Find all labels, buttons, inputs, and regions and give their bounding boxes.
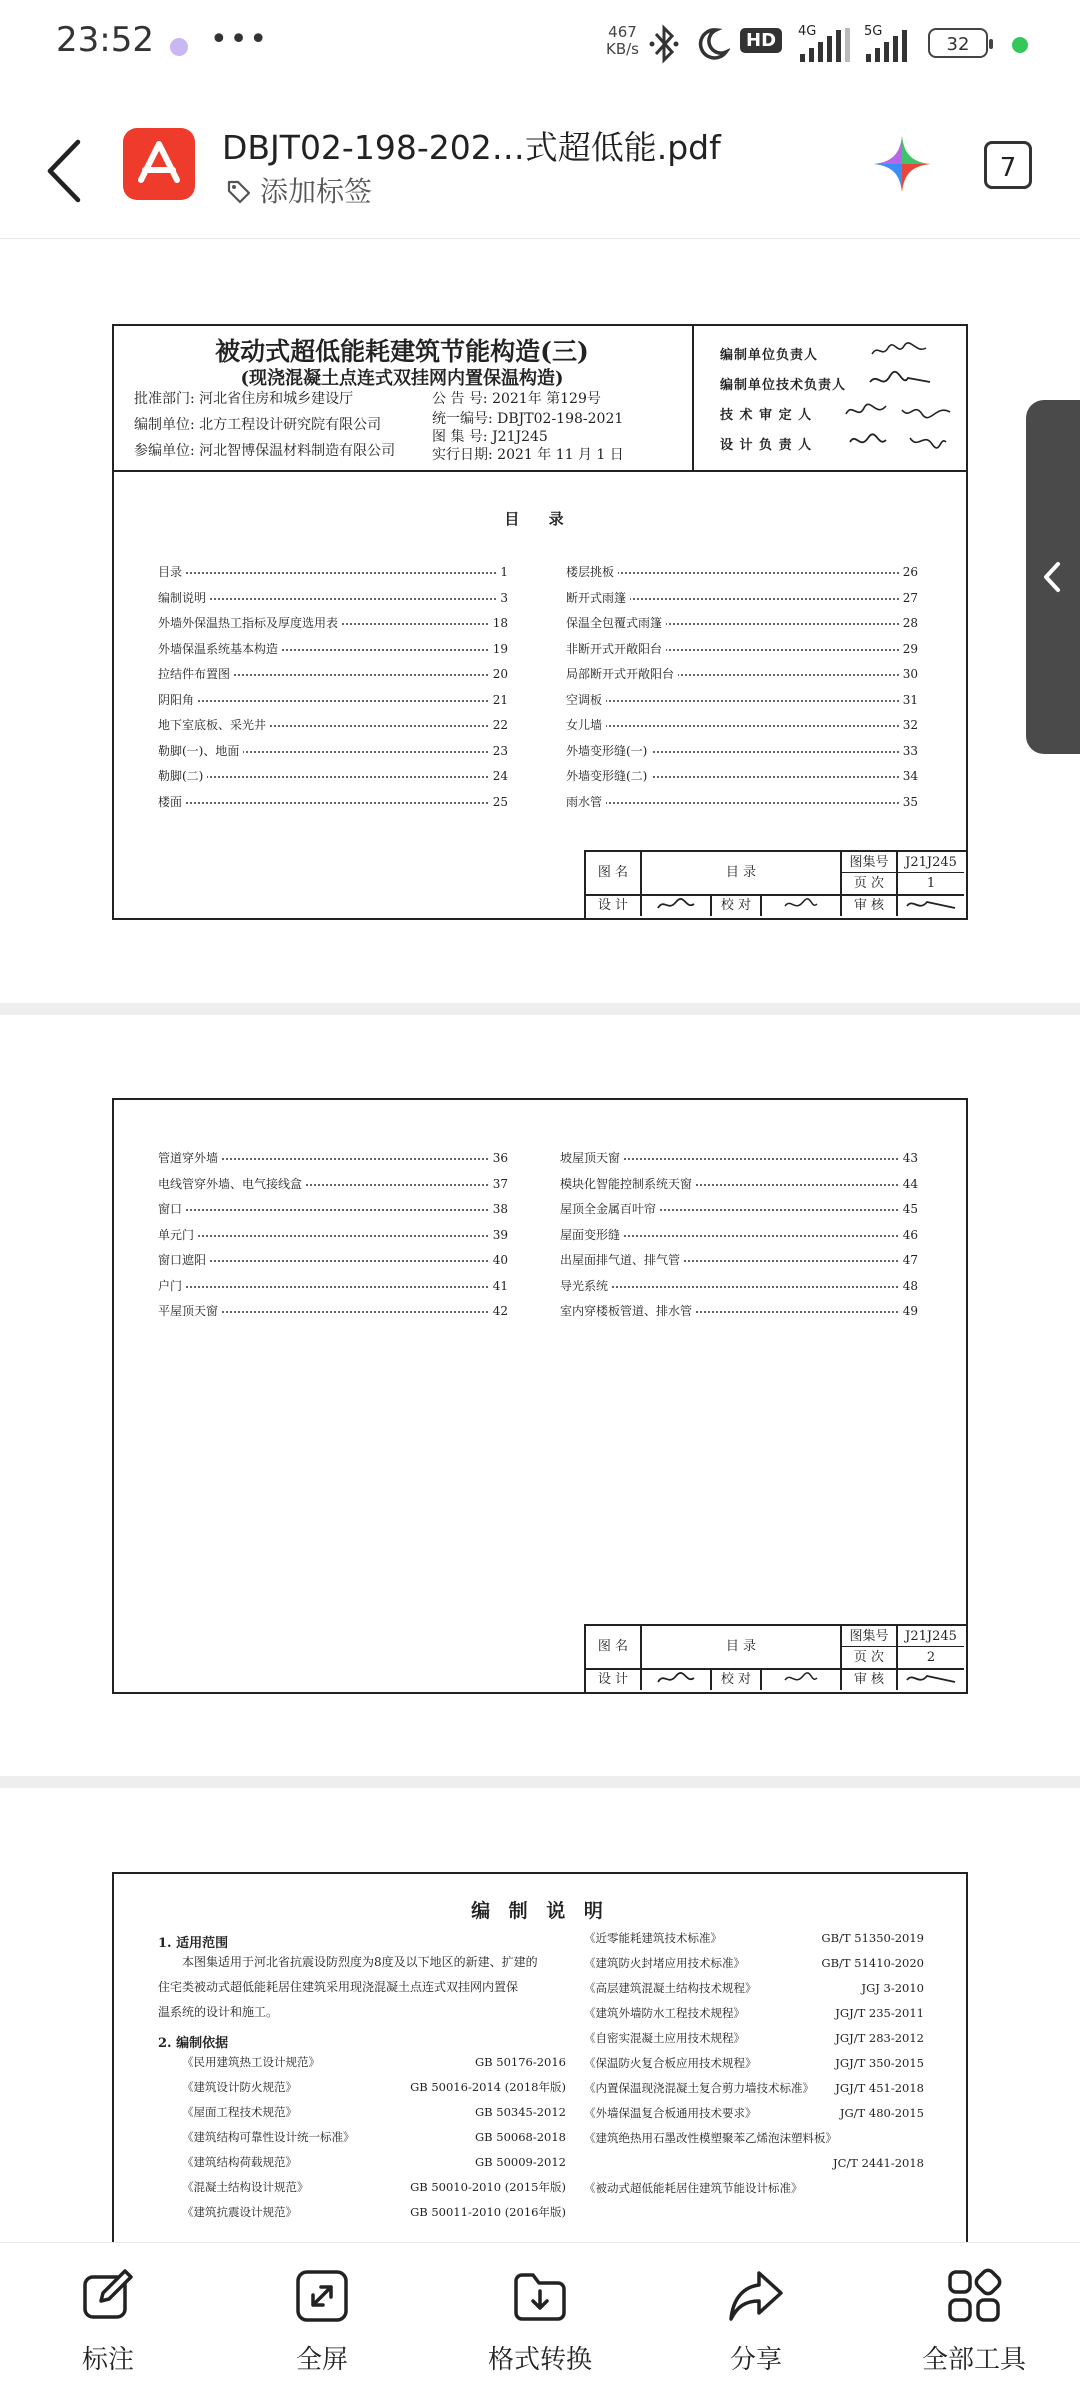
unified-number: 统一编号: DBJT02-198-2021: [432, 411, 624, 427]
toc-left-column: [158, 560, 508, 815]
signature-image: [870, 340, 930, 362]
pdf-page-3: [112, 1872, 968, 2242]
pdf-viewer[interactable]: [0, 240, 1080, 2242]
format-convert-label: 格式转换: [487, 2345, 592, 2375]
reference-item: 《近零能耗建筑技术标准》 GB/T 51350-2019: [584, 1931, 924, 1945]
toc-heading: 目 录: [504, 510, 576, 528]
responsible-role: 设 计 负 责 人: [720, 438, 813, 453]
toc-entry[interactable]: 管道穿外墙 36: [158, 1146, 508, 1172]
title-block-page-label: 页 次: [842, 873, 898, 894]
toc-entry[interactable]: 坡屋顶天窗 43: [560, 1146, 918, 1172]
toc-entry[interactable]: 楼层挑板 26: [566, 560, 918, 586]
drawing-title-block: [584, 850, 966, 918]
toc-entry[interactable]: 非断开式开敞阳台 29: [566, 637, 918, 663]
title-divider: [114, 470, 966, 472]
reference-item: 《建筑结构可靠性设计统一标准》 GB 50068-2018: [182, 2130, 566, 2144]
signature-image: [900, 400, 952, 422]
add-tag-label: 添加标签: [260, 175, 373, 208]
share-icon: [727, 2267, 785, 2325]
effective-date: 实行日期: 2021 年 11 月 1 日: [432, 447, 624, 463]
side-panel-handle[interactable]: [1026, 400, 1080, 754]
designer-signature: [642, 1668, 712, 1690]
toc-entry[interactable]: 模块化智能控制系统天窗 44: [560, 1172, 918, 1198]
references-left: [182, 2050, 566, 2225]
responsible-role: 技 术 审 定 人: [720, 408, 813, 423]
toc-entry[interactable]: 室内穿楼板管道、排水管 49: [560, 1299, 918, 1325]
share-button[interactable]: [686, 2267, 826, 2376]
pdf-page-2: [112, 1098, 968, 1694]
toc-entry[interactable]: 屋顶全金属百叶帘 45: [560, 1197, 918, 1223]
toc-right-column: [560, 1146, 918, 1325]
reviewer-signature: [898, 894, 964, 916]
toc-entry[interactable]: 地下室底板、采光井 22: [158, 713, 508, 739]
battery-indicator: 32: [928, 28, 988, 58]
title-block-review: 审 核: [842, 894, 898, 916]
privacy-indicator-dot: [1012, 37, 1028, 53]
fullscreen-icon: [293, 2267, 351, 2325]
toc-entry[interactable]: 阴阳角 21: [158, 688, 508, 714]
title-block-check: 校 对: [712, 894, 762, 916]
more-notifications-icon: •••: [210, 22, 270, 57]
toc-entry[interactable]: 目录 1: [158, 560, 508, 586]
reference-item: 《保温防火复合板应用技术规程》 JGJ/T 350-2015: [584, 2056, 924, 2070]
checker-signature: [762, 894, 842, 916]
toc-entry[interactable]: 勒脚(二) 24: [158, 764, 508, 790]
signature-image: [868, 370, 932, 392]
toc-entry[interactable]: 单元门 39: [158, 1223, 508, 1249]
signal-4g-icon: 4G: [796, 24, 858, 68]
toc-entry[interactable]: 导光系统 48: [560, 1274, 918, 1300]
title-block-design: 设 计: [586, 894, 642, 916]
approver: 批准部门: 河北省住房和城乡建设厅: [134, 391, 354, 407]
toc-right-column: [566, 560, 918, 815]
title-block-review: 审 核: [842, 1668, 898, 1690]
section-heading: 编 制 说 明: [471, 1900, 609, 1922]
fullscreen-label: 全屏: [295, 2345, 348, 2375]
compiler: 编制单位: 北方工程设计研究院有限公司: [134, 417, 382, 433]
title-block-page: 2: [926, 1650, 936, 1665]
title-block-atlas: J21J245: [898, 1626, 964, 1647]
toc-entry[interactable]: 电线管穿外墙、电气接线盒 37: [158, 1172, 508, 1198]
title-block-atlas-label: 图集号: [842, 852, 898, 873]
toc-entry[interactable]: 空调板 31: [566, 688, 918, 714]
title-block-name-label: 图 名: [586, 852, 642, 894]
chevron-left-icon: [1026, 400, 1080, 754]
all-tools-grid-icon: [945, 2267, 1003, 2325]
toc-entry[interactable]: 楼面 25: [158, 790, 508, 816]
section-title: 2. 编制依据: [158, 2036, 229, 2051]
designer-signature: [642, 894, 712, 916]
title-block-page: 1: [926, 876, 936, 891]
reviewer-signature: [898, 1668, 964, 1690]
reference-item: 《内置保温现浇混凝土复合剪力墙技术标准》 JGJ/T 451-2018: [584, 2081, 924, 2095]
toc-entry[interactable]: 外墙保温系统基本构造 19: [158, 637, 508, 663]
page-separator: [0, 1003, 1080, 1015]
title-block-name: 目 录: [642, 1626, 842, 1668]
reference-item: 《混凝土结构设计规范》 GB 50010-2010 (2015年版): [182, 2180, 566, 2194]
references-right: [584, 1926, 924, 2201]
status-bar: [0, 0, 1080, 90]
toc-entry[interactable]: 断开式雨篷 27: [566, 586, 918, 612]
reference-item: 《建筑抗震设计规范》 GB 50011-2010 (2016年版): [182, 2205, 566, 2219]
ai-assistant-icon[interactable]: [870, 132, 934, 196]
page-count-button[interactable]: 7: [984, 141, 1032, 189]
notice-number: 公 告 号: 2021年 第129号: [432, 391, 601, 407]
all-tools-button[interactable]: [904, 2267, 1044, 2376]
toc-entry[interactable]: 保温全包覆式雨篷 28: [566, 611, 918, 637]
reference-item: JC/T 2441-2018: [832, 2156, 924, 2170]
atlas-subtitle: (现浇混凝土点连式双挂网内置保温构造): [240, 368, 564, 389]
toc-entry[interactable]: 勒脚(一)、地面 23: [158, 739, 508, 765]
pdf-page-1: [112, 324, 968, 920]
reference-item: 《自密实混凝土应用技术规程》 JGJ/T 283-2012: [584, 2031, 924, 2045]
share-label: 分享: [729, 2345, 782, 2375]
checker-signature: [762, 1668, 842, 1690]
reference-item: 《被动式超低能耗居住建筑节能设计标准》: [584, 2181, 803, 2195]
format-convert-icon: [511, 2267, 569, 2325]
signature-image: [844, 400, 888, 422]
toc-entry[interactable]: 平屋顶天窗 42: [158, 1299, 508, 1325]
reference-item: 《建筑设计防火规范》 GB 50016-2014 (2018年版): [182, 2080, 566, 2094]
title-block-page-label: 页 次: [842, 1647, 898, 1668]
atlas-title: 被动式超低能耗建筑节能构造(三): [215, 337, 589, 366]
reference-item: 《高层建筑混凝土结构技术规程》 JGJ 3-2010: [584, 1981, 924, 1995]
atlas-number: 图 集 号: J21J245: [432, 429, 548, 445]
toc-entry[interactable]: 外墙变形缝(二) 34: [566, 764, 918, 790]
signal-5g-icon: 5G: [862, 24, 920, 68]
reference-item: 《建筑防火封堵应用技术标准》 GB/T 51410-2020: [584, 1956, 924, 1970]
page-separator: [0, 1776, 1080, 1788]
annotate-edit-icon: [79, 2267, 137, 2325]
responsible-persons: [692, 326, 968, 470]
title-block-atlas-label: 图集号: [842, 1626, 898, 1647]
pdf-app-logo-icon: [123, 128, 195, 200]
toc-entry[interactable]: 屋面变形缝 46: [560, 1223, 918, 1249]
back-button[interactable]: [40, 136, 90, 206]
title-block-atlas: J21J245: [898, 852, 964, 873]
network-speed: 467 KB/s: [606, 23, 639, 58]
toc-entry[interactable]: 雨水管 35: [566, 790, 918, 816]
reference-item: 《建筑绝热用石墨改性模塑聚苯乙烯泡沫塑料板》: [584, 2131, 837, 2145]
responsible-role: 编制单位技术负责人: [720, 378, 847, 393]
scope-paragraph: 本图集适用于河北省抗震设防烈度为8度及以下地区的新建、扩建的 住宅类被动式超低能耗居住建筑采用现浇混凝土点连式双挂网内置保 温系统的设计和施工。: [158, 1955, 538, 2019]
section-title: 1. 适用范围: [158, 1936, 229, 1951]
toc-entry[interactable]: 外墙外保温热工指标及厚度选用表 18: [158, 611, 508, 637]
toc-entry[interactable]: 女儿墙 32: [566, 713, 918, 739]
title-block-check: 校 对: [712, 1668, 762, 1690]
drawing-title-block: [584, 1624, 966, 1692]
toc-left-column: [158, 1146, 508, 1325]
hd-voice-icon: HD: [740, 28, 782, 53]
annotate-label: 标注: [81, 2345, 134, 2375]
header-divider: [0, 238, 1080, 239]
add-tag-button[interactable]: [226, 170, 372, 210]
reference-item: 《屋面工程技术规范》 GB 50345-2012: [182, 2105, 566, 2119]
file-title[interactable]: DBJT02-198-202…式超低能.pdf: [222, 128, 721, 167]
toc-entry[interactable]: 户门 41: [158, 1274, 508, 1300]
bluetooth-icon: [648, 24, 680, 68]
bottom-toolbar: [0, 2242, 1080, 2402]
toc-entry[interactable]: 窗口 38: [158, 1197, 508, 1223]
toc-entry[interactable]: 窗口遮阳 40: [158, 1248, 508, 1274]
reference-item: 《外墙保温复合板通用技术要求》 JG/T 480-2015: [584, 2106, 924, 2120]
toc-entry[interactable]: 局部断开式开敞阳台 30: [566, 662, 918, 688]
title-block-name: 目 录: [642, 852, 842, 894]
annotate-button[interactable]: [38, 2267, 178, 2376]
title-block-name-label: 图 名: [586, 1626, 642, 1668]
responsible-role: 编制单位负责人: [720, 348, 819, 363]
toc-entry[interactable]: 拉结件布置图 20: [158, 662, 508, 688]
co-compiler: 参编单位: 河北智博保温材料制造有限公司: [134, 443, 396, 459]
title-block-design: 设 计: [586, 1668, 642, 1690]
fullscreen-button[interactable]: [252, 2267, 392, 2376]
toc-entry[interactable]: 出屋面排气道、排气管 47: [560, 1248, 918, 1274]
reference-item: 《民用建筑热工设计规范》 GB 50176-2016: [182, 2055, 566, 2069]
status-time: 23:52: [56, 20, 154, 60]
notification-app-icon: [170, 38, 188, 56]
tag-icon: [226, 179, 252, 205]
signature-image: [908, 430, 948, 452]
reference-item: 《建筑外墙防水工程技术规程》 JGJ/T 235-2011: [584, 2006, 924, 2020]
format-convert-button[interactable]: [470, 2267, 610, 2376]
toc-entry[interactable]: 编制说明 3: [158, 586, 508, 612]
toc-entry[interactable]: 外墙变形缝(一) 33: [566, 739, 918, 765]
reference-item: 《建筑结构荷载规范》 GB 50009-2012: [182, 2155, 566, 2169]
signature-image: [848, 430, 888, 452]
all-tools-label: 全部工具: [921, 2345, 1026, 2375]
do-not-disturb-moon-icon: [694, 24, 730, 68]
